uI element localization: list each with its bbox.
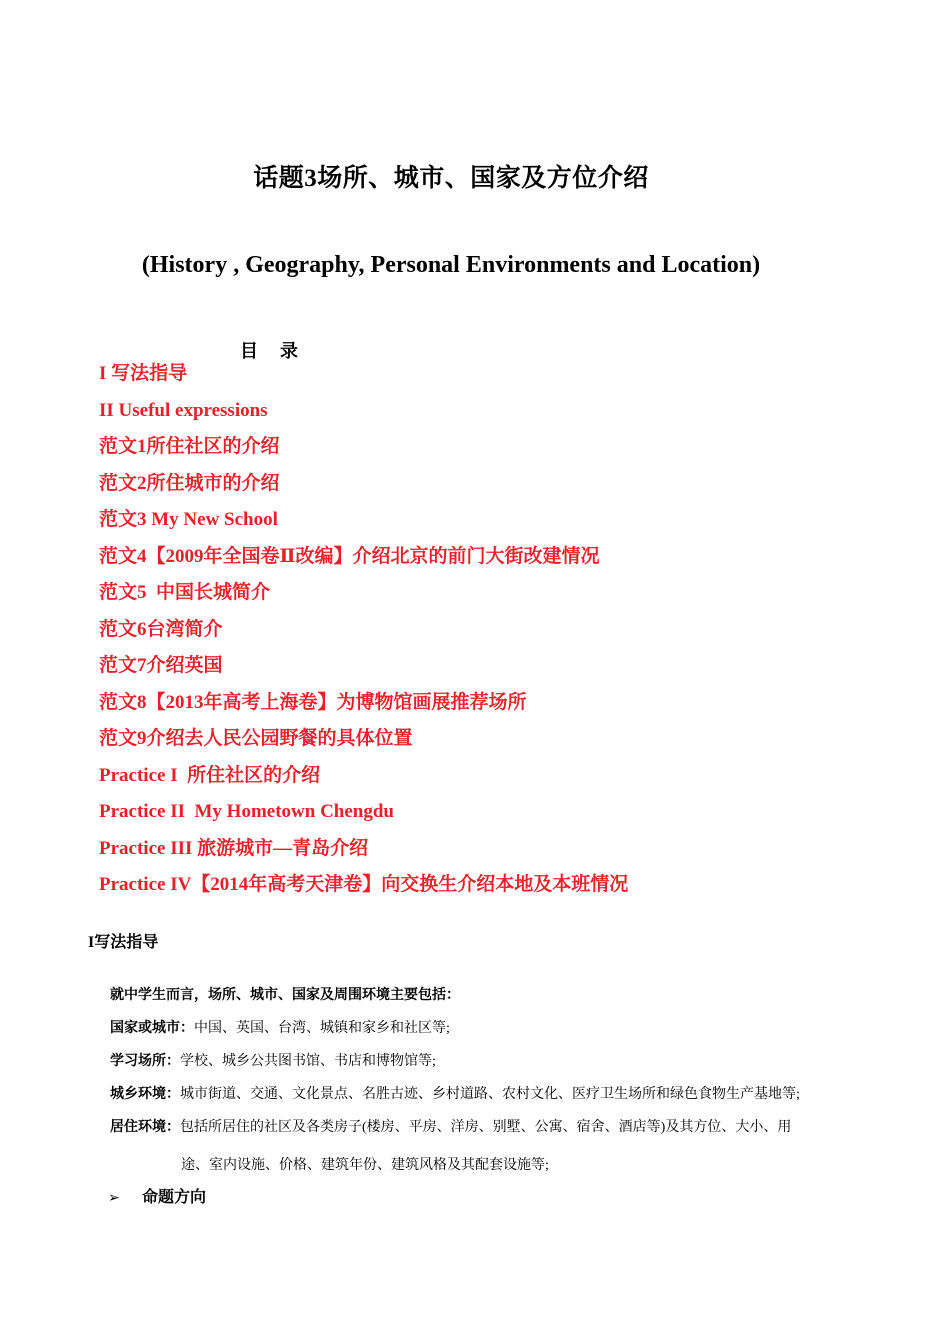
toc-heading: 目录 [240, 341, 320, 361]
topic-line-study-places [110, 1052, 436, 1072]
arrow-bullet-icon: ➢ [108, 1190, 120, 1206]
toc-item-useful-expressions[interactable]: II Useful expressions [99, 399, 268, 421]
topic-text: 城市街道、交通、文化景点、名胜古迹、乡村道路、农村文化、医疗卫生场所和绿色食物生产基地等; [180, 1087, 800, 1102]
topic-text: 学校、城乡公共图书馆、书店和博物馆等; [180, 1054, 436, 1069]
topic-line-continuation: 途、室内设施、价格、建筑年份、建筑风格及其配套设施等; [181, 1158, 549, 1173]
topic-lead: 城乡环境： [110, 1087, 180, 1102]
toc-item-practice-3[interactable]: Practice III 旅游城市—青岛介绍 [99, 837, 369, 859]
topic-line-urban-rural [110, 1085, 800, 1105]
toc-item-sample-3[interactable]: 范文3 My New School [99, 509, 278, 530]
topic-line-country-city [110, 1019, 450, 1039]
topic-line-living-environment [110, 1118, 791, 1138]
toc-item-practice-2[interactable]: Practice II My Hometown Chengdu [99, 801, 394, 822]
toc-item-practice-1[interactable]: Practice I 所住社区的介绍 [99, 764, 321, 786]
topic-text: 包括所居住的社区及各类房子(楼房、平房、洋房、别墅、公寓、宿舍、酒店等)及其方位、大小、用 [180, 1120, 792, 1135]
toc-item-sample-4[interactable]: 范文4【2009年全国卷Ⅱ改编】介绍北京的前门大街改建情况 [99, 545, 600, 567]
toc-item-sample-7[interactable]: 范文7介绍英国 [99, 655, 223, 676]
section-intro: 就中学生而言，场所、城市、国家及周围环境主要包括： [110, 988, 460, 1003]
topic-lead: 国家或城市： [110, 1021, 194, 1036]
toc-item-sample-2[interactable]: 范文2所住城市的介绍 [99, 472, 280, 494]
topic-lead: 居住环境： [110, 1120, 180, 1135]
table-of-contents [99, 359, 628, 907]
topic-lead: 学习场所： [110, 1054, 180, 1069]
toc-item-sample-6[interactable]: 范文6台湾简介 [99, 618, 223, 640]
page-subtitle: (History , Geography, Personal Environments and Location) [141, 252, 761, 278]
topic-text: 中国、英国、台湾、城镇和家乡和社区等; [194, 1021, 450, 1036]
page-title: 话题3场所、城市、国家及方位介绍 [253, 165, 649, 192]
toc-item-sample-1[interactable]: 范文1所住社区的介绍 [99, 436, 280, 457]
toc-item-sample-9[interactable]: 范文9介绍去人民公园野餐的具体位置 [99, 728, 413, 749]
toc-item-sample-8[interactable]: 范文8【2013年高考上海卷】为博物馆画展推荐场所 [99, 691, 527, 713]
bullet-item [108, 1187, 206, 1209]
section-heading: I写法指导 [88, 934, 159, 951]
toc-item-writing-guide[interactable]: I 写法指导 [99, 363, 188, 384]
bullet-text: 命题方向 [142, 1189, 207, 1206]
toc-item-sample-5[interactable]: 范文5 中国长城简介 [99, 582, 271, 603]
toc-item-practice-4[interactable]: Practice IV【2014年高考天津卷】向交换生介绍本地及本班情况 [99, 874, 629, 895]
